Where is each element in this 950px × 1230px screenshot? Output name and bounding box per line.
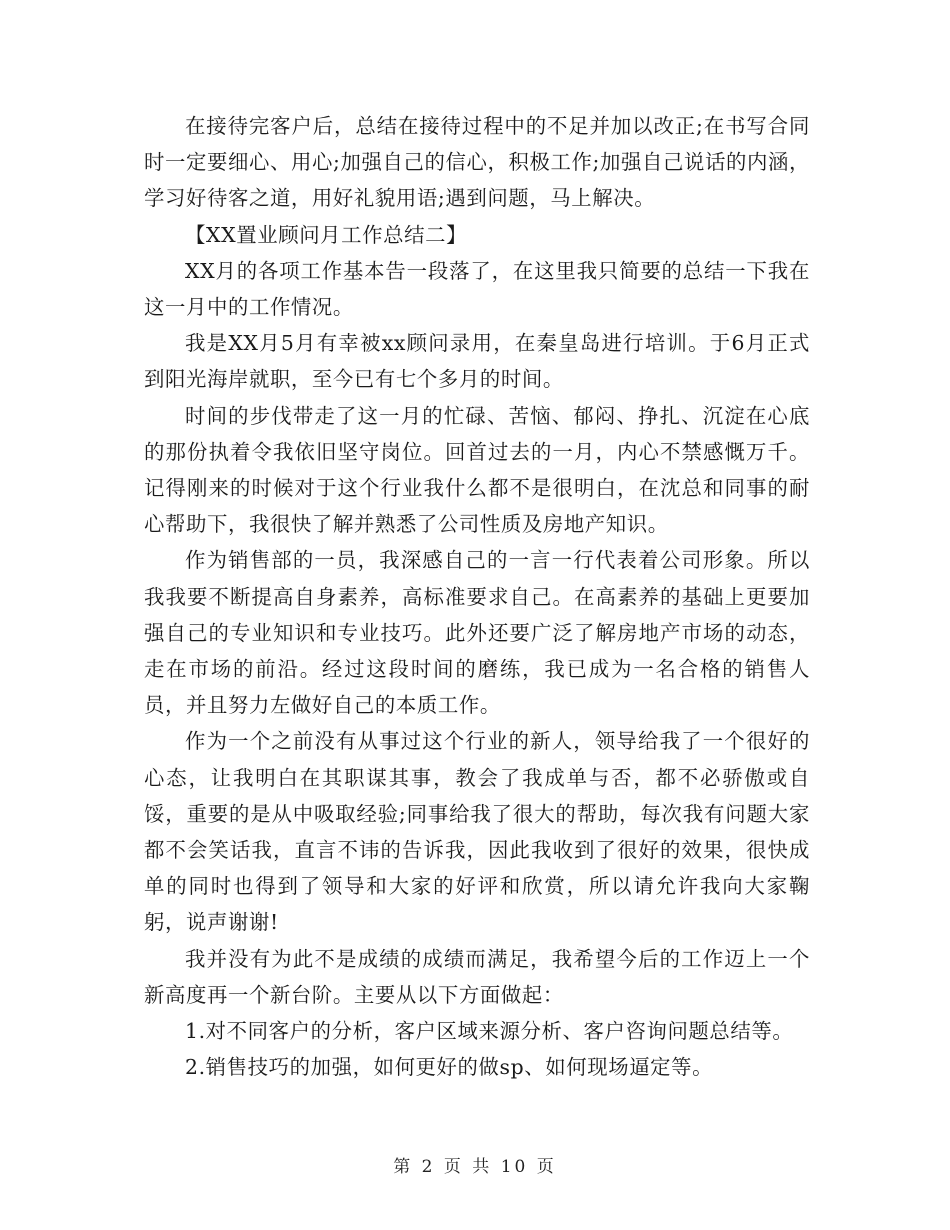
page-number: 第 2 页 共 10 页 xyxy=(393,1157,557,1177)
paragraph: 时间的步伐带走了这一月的忙碌、苦恼、郁闷、挣扎、沉淀在心底的那份执着令我依旧坚守岗位。回首过去的一月，内心不禁感慨万千。记得刚来的时候对于这个行业我什么都不是很明白，在沈总和同事的耐心帮助下，我很快了解并熟悉了公司性质及房地产知识。 xyxy=(144,403,810,537)
paragraph: 作为销售部的一员，我深感自己的一言一行代表着公司形象。所以我我要不断提高自身素养，高标准要求自己。在高素养的基础上更要加强自己的专业知识和专业技巧。此外还要广泛了解房地产市场的动态，走在市场的前沿。经过这段时间的磨练，我已成为一名合格的销售人员，并且努力左做好自己的本质工作。 xyxy=(144,548,810,718)
list-item: 1.对不同客户的分析，客户区域来源分析、客户咨询问题总结等。 xyxy=(185,1019,794,1044)
document-body xyxy=(144,108,810,1085)
paragraph: 我并没有为此不是成绩的成绩而满足，我希望今后的工作迈上一个新高度再一个新台阶。主要从以下方面做起： xyxy=(144,946,810,1007)
paragraph: XX月的各项工作基本告一段落了，在这里我只简要的总结一下我在这一月中的工作情况。 xyxy=(144,258,810,320)
section-heading: 【XX置业顾问月工作总结二】 xyxy=(185,222,468,247)
paragraph: 我是XX月5月有幸被xx顾问录用，在秦皇岛进行培训。于6月正式到阳光海岸就职，至今已有七个多月的时间。 xyxy=(144,331,810,392)
paragraph: 在接待完客户后，总结在接待过程中的不足并加以改正;在书写合同时一定要细心、用心;加强自己的信心，积极工作;加强自己说话的内涵，学习好待客之道，用好礼貌用语;遇到问题，马上解决。 xyxy=(144,114,810,211)
paragraph: 作为一个之前没有从事过这个行业的新人，领导给我了一个很好的心态，让我明白在其职谋其事，教会了我成单与否，都不必骄傲或自馁，重要的是从中吸取经验;同事给我了很大的帮助，每次我有问题大家都不会笑话我，直言不讳的告诉我，因此我收到了很好的效果，很快成单的同时也得到了领导和大家的好评和欣赏，所以请允许我向大家鞠躬，说声谢谢! xyxy=(144,729,810,935)
list-item: 2.销售技巧的加强，如何更好的做sp、如何现场逼定等。 xyxy=(185,1055,714,1080)
